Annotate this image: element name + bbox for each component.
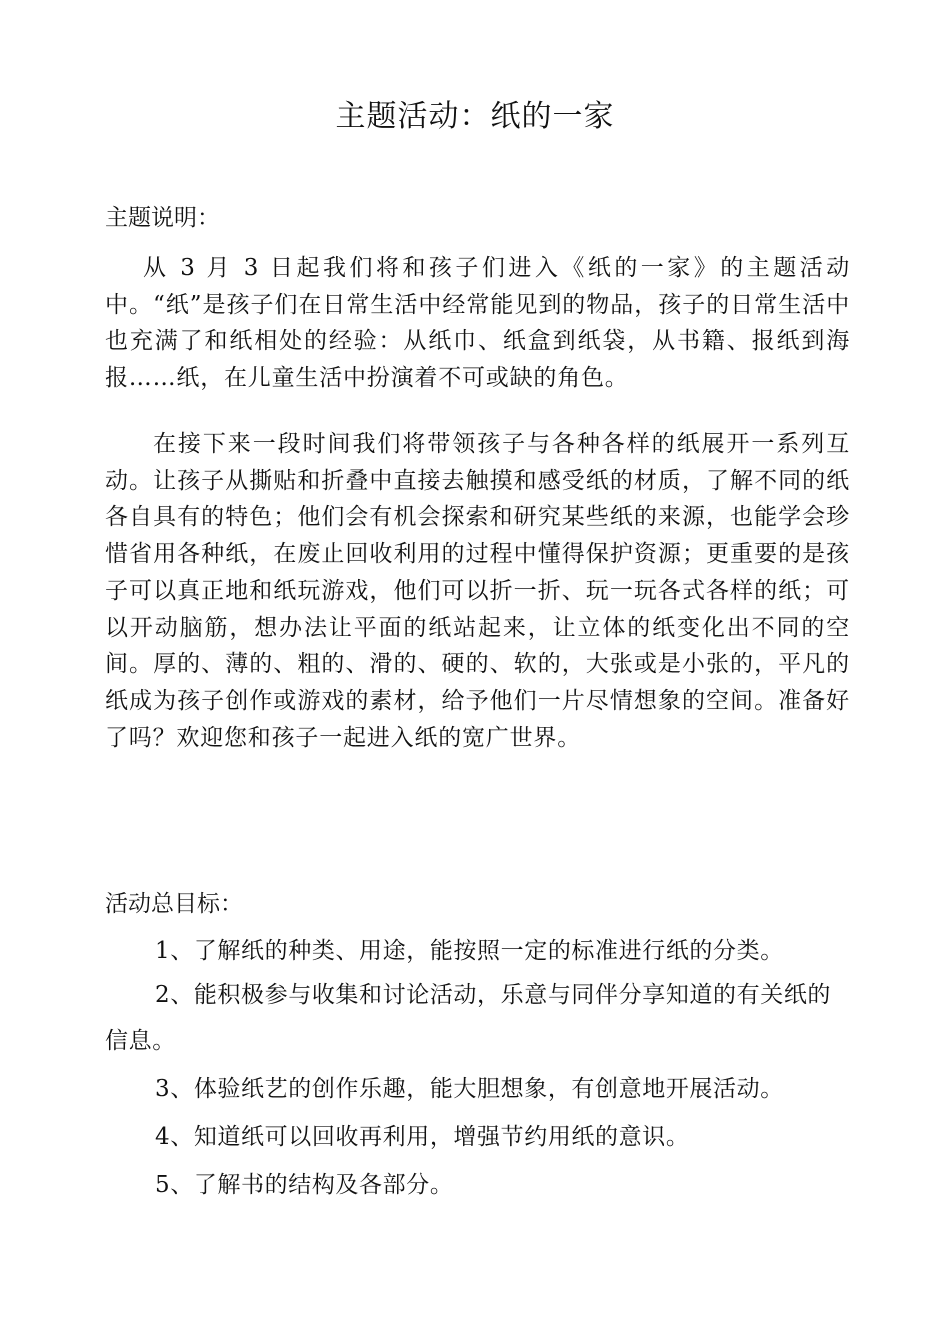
document-title: 主题活动：纸的一家 — [335, 99, 615, 134]
goals-label: 活动总目标： — [105, 891, 243, 917]
intro-label: 主题说明： — [105, 205, 220, 231]
intro-paragraph-1: 从 3 月 3 日起我们将和孩子们进入《纸的一家》的主题活动中。“纸”是孩子们在日常生活中经常能见到的物品，孩子的日常生活中也充满了和纸相处的经验：从纸巾、纸盒到纸袋，从书籍、报纸到海报……纸，在儿童生活中扮演着不可或缺的角色。 — [105, 255, 850, 392]
goal-item: 4、知道纸可以回收再利用，增强节约用纸的意识。 — [155, 1124, 690, 1150]
intro-paragraph-2: 在接下来一段时间我们将带领孩子与各种各样的纸展开一系列互动。让孩子从撕贴和折叠中直接去触摸和感受纸的材质，了解不同的纸各自具有的特色；他们会有机会探索和研究某些纸的来源，也能学会珍惜省用各种纸，在废止回收利用的过程中懂得保护资源；更重要的是孩子可以真正地和纸玩游戏，他们可以折一折、玩一玩各式各样的纸；可以开动脑筋，想办法让平面的纸站起来，让立体的纸变化出不同的空间。厚的、薄的、粗的、滑的、硬的、软的，大张或是小张的，平凡的纸成为孩子创作或游戏的素材，给予他们一片尽情想象的空间。准备好了吗？欢迎您和孩子一起进入纸的宽广世界。 — [105, 431, 850, 751]
goal-item: 1、了解纸的种类、用途，能按照一定的标准进行纸的分类。 — [155, 938, 784, 964]
goal-item: 3、体验纸艺的创作乐趣，能大胆想象，有创意地开展活动。 — [155, 1076, 784, 1102]
goal-item: 5、了解书的结构及各部分。 — [155, 1172, 454, 1198]
goals-list — [105, 930, 850, 1206]
goal-item: 2、能积极参与收集和讨论活动，乐意与同伴分享知道的有关纸的信息。 — [105, 982, 832, 1054]
